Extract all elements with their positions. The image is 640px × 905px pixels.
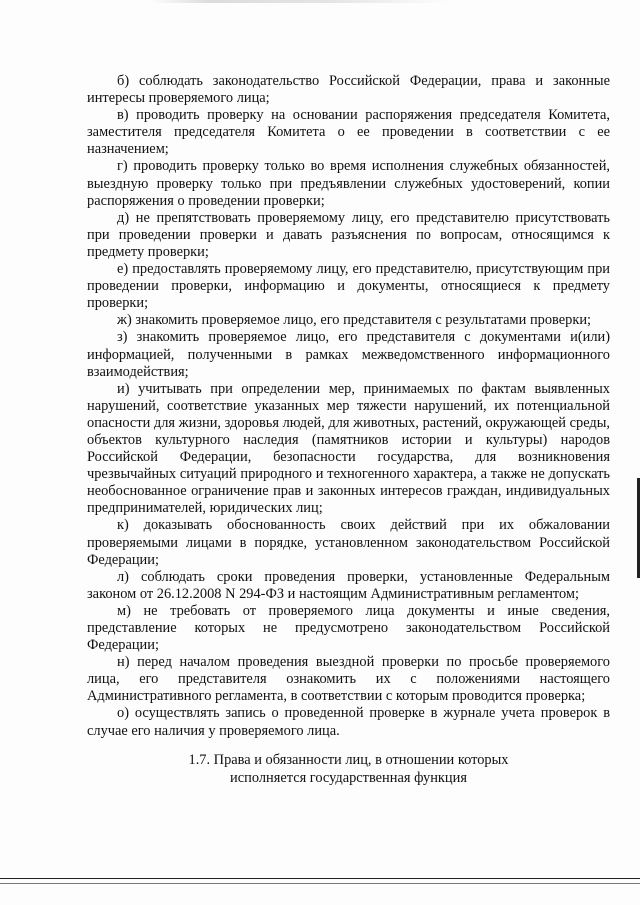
document-body (87, 73, 610, 740)
paragraph-item-b: б) соблюдать законодательство Российской Федерации, права и законные интересы проверяемого лица; (87, 73, 610, 107)
paragraph-item-z: з) знакомить проверяемое лицо, его представителя с документами и(или) информацией, полученными в рамках межведомственного информационного взаимодействия; (87, 329, 610, 380)
footer-rule-secondary (0, 883, 640, 884)
paragraph-item-v: в) проводить проверку на основании распоряжения председателя Комитета, заместителя председателя Комитета о ее проведении в соответствии с ее назначением; (87, 107, 610, 158)
scan-artifact-top (150, 0, 450, 3)
paragraph-item-o: о) осуществлять запись о проведенной проверке в журнале учета проверок в случае его наличия у проверяемого лица. (87, 705, 610, 739)
paragraph-item-d: д) не препятствовать проверяемому лицу, его представителю присутствовать при проведении проверки и давать разъяснения по вопросам, относящимся к предмету проверки; (87, 209, 610, 260)
section-heading (87, 752, 610, 787)
paragraph-item-l: л) соблюдать сроки проведения проверки, установленные Федеральным законом от 26.12.2008 N 294-ФЗ и настоящим Административным регламентом; (87, 568, 610, 602)
footer-rule (0, 878, 640, 879)
section-heading-line-2: исполняется государственная функция (230, 769, 467, 786)
paragraph-item-i: и) учитывать при определении мер, принимаемых по фактам выявленных нарушений, соответствие указанных мер тяжести нарушений, их потенциальной опасности для жизни, здоровья людей, для животных, растений, окружающей среды, объектов культурного наследия (памятников истории и культуры) народов Российской Федерации, безопасности государства, для возникновения чрезвычайных ситуаций природного и техногенного характера, а также не допускать необоснованное ограничение прав и законных интересов граждан, индивидуальных предпринимателей, юридических лиц; (87, 380, 610, 517)
paragraph-item-e: е) предоставлять проверяемому лицу, его представителю, присутствующим при проведении проверки, информацию и документы, относящиеся к предмету проверки; (87, 261, 610, 312)
section-heading-line-1: 1.7. Права и обязанности лиц, в отношении которых (188, 752, 509, 768)
paragraph-item-g: г) проводить проверку только во время исполнения служебных обязанностей, выездную проверку только при предъявлении служебных удостоверений, копии распоряжения о проведении проверки; (87, 158, 610, 209)
paragraph-item-m: м) не требовать от проверяемого лица документы и иные сведения, представление которых не предусмотрено законодательством Российской Федерации; (87, 602, 610, 654)
paragraph-item-k: к) доказывать обоснованность своих действий при их обжаловании проверяемыми лицами в порядке, установленном законодательством Российской Федерации; (87, 517, 610, 568)
paragraph-item-zh: ж) знакомить проверяемое лицо, его представителя с результатами проверки; (117, 312, 592, 329)
paragraph-item-n: н) перед началом проведения выездной проверки по просьбе проверяемого лица, его представителя ознакомить их с положениями настоящего Административного регламента, в соответствии с которым проводится проверка; (87, 654, 610, 705)
